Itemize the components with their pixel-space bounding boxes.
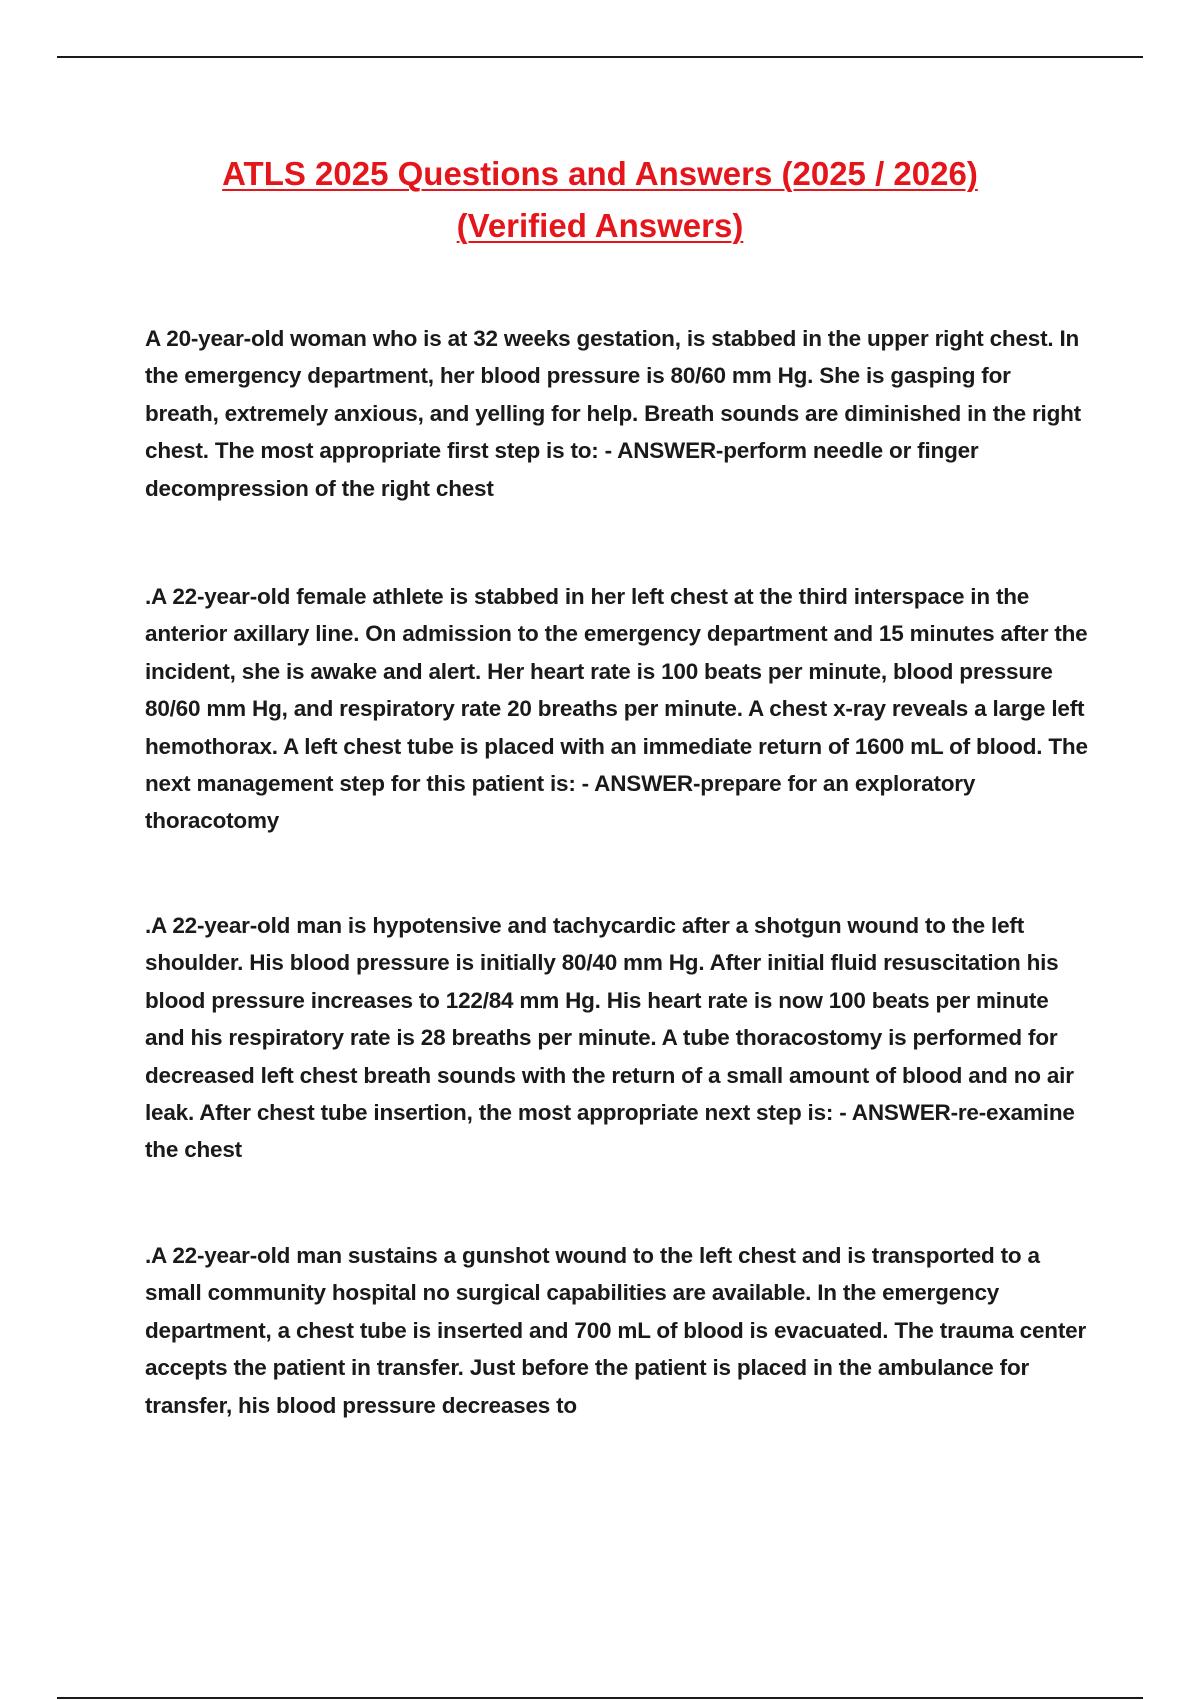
document-title [120,148,1080,252]
question-answer-4: .A 22-year-old man sustains a gunshot wound to the left chest and is transported to a small community hospital no surgical capabilities are available. In the emergency department, a chest tube is inserted and 700 mL of blood is evacuated. The trauma center accepts the patient in transfer. Just before the patient is placed in the ambulance for transfer, his blood pressure decreases to [145,1243,1087,1418]
footer-rule [57,1697,1143,1699]
question-answer-1: A 20-year-old woman who is at 32 weeks gestation, is stabbed in the upper right chest. In the emergency department, her blood pressure is 80/60 mm Hg. She is gasping for breath, extremely anxious, and yelling for help. Breath sounds are diminished in the right chest. The most appropriate first step is to: - ANSWER-perform needle or finger decompression of the right chest [145,326,1081,501]
question-answer-3: .A 22-year-old man is hypotensive and tachycardic after a shotgun wound to the left shoulder. His blood pressure is initially 80/40 mm Hg. After initial fluid resuscitation his blood pressure increases to 122/84 mm Hg. His heart rate is now 100 beats per minute and his respiratory rate is 28 breaths per minute. A tube thoracostomy is performed for decreased left chest breath sounds with the return of a small amount of blood and no air leak. After chest tube insertion, the most appropriate next step is: - ANSWER-re-examine the chest [145,913,1075,1163]
document-title-line-2: (Verified Answers) [456,207,744,244]
question-answer-2: .A 22-year-old female athlete is stabbed in her left chest at the third interspace in the anterior axillary line. On admission to the emergency department and 15 minutes after the incident, she is awake and alert. Her heart rate is 100 beats per minute, blood pressure 80/60 mm Hg, and respiratory rate 20 breaths per minute. A chest x-ray reveals a large left hemothorax. A left chest tube is placed with an immediate return of 1600 mL of blood. The next management step for this patient is: - ANSWER-prepare for an exploratory thoracotomy [145,584,1088,834]
header-rule [57,56,1143,58]
document-title-line-1: ATLS 2025 Questions and Answers (2025 / 2026) [222,155,978,192]
